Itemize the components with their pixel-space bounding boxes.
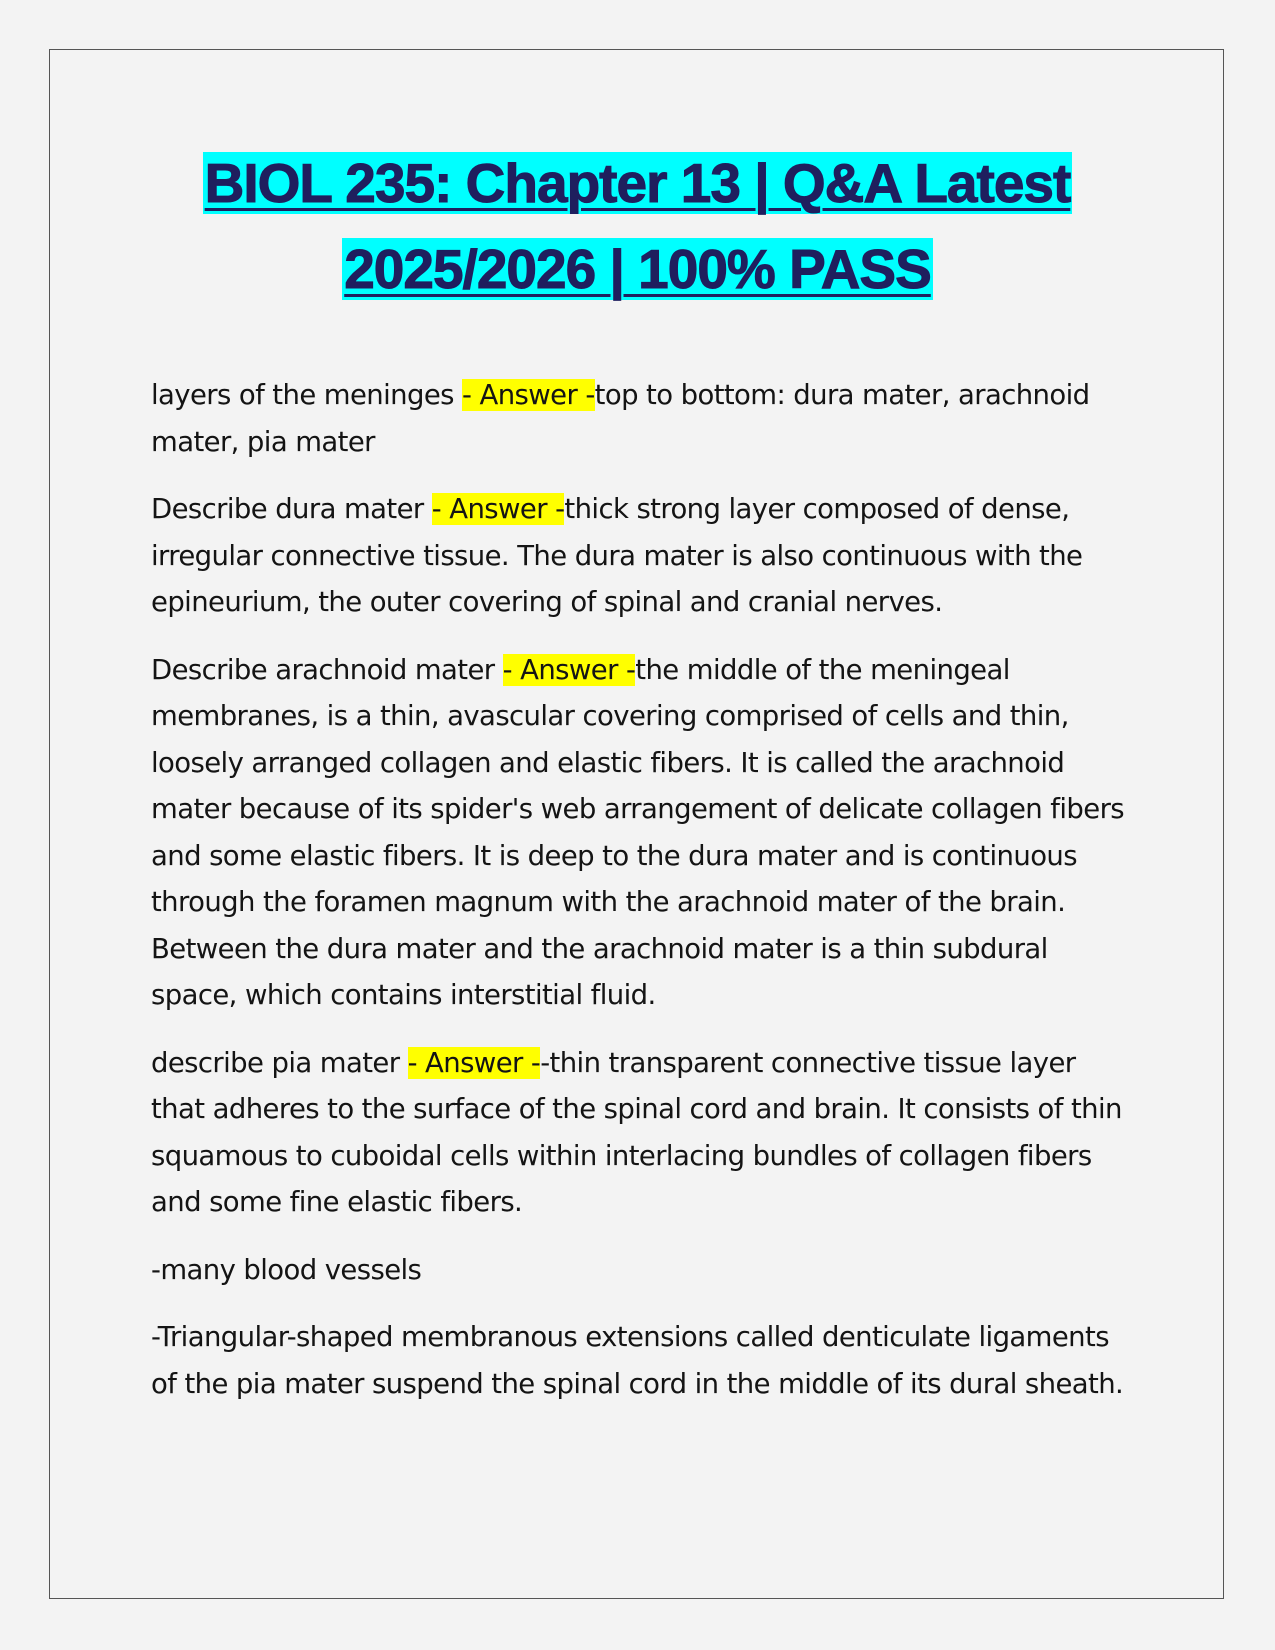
title-line-1: BIOL 235: Chapter 13 | Q&A Latest — [204, 152, 1071, 214]
extra-paragraph: -Triangular-shaped membranous extensions called denticulate ligaments of the pia mater suspend the spinal cord in the middle of its dural sheath. — [151, 1321, 1124, 1400]
extra-paragraph: -many blood vessels — [151, 1253, 422, 1286]
answer-marker: - Answer - — [431, 493, 565, 525]
answer-text: thick strong layer composed of dense, irregular connective tissue. The dura mater is also continuous with the epineurium, the outer covering of spinal and cranial nerves. — [151, 493, 1083, 618]
title-line-2: 2025/2026 | 100% PASS — [344, 238, 931, 300]
answer-marker: - Answer - — [502, 653, 636, 686]
document-title — [100, 140, 1175, 312]
question-text: Describe arachnoid mater — [151, 653, 503, 686]
qa-entry — [151, 486, 1131, 626]
answer-text: the middle of the meningeal membranes, is a thin, avascular covering comprised of cells and thin, loosely arranged collagen and elastic fibers. It is called the arachnoid mater because of its spider's web arrangement of delicate collagen fibers and some elastic fibers. It is deep to the dura mater and is continuous through the foramen magnum with the arachnoid mater of the brain. Between the dura mater and the arachnoid mater is a thin subdural space, which contains interstitial fluid. — [151, 653, 1125, 1011]
answer-text: -thin transparent connective tissue layer that adheres to the surface of the spinal cord and brain. It consists of thin squamous to cuboidal cells within interlacing bundles of collagen fibers and some fine elastic fibers. — [151, 1046, 1122, 1218]
answer-marker: - Answer - — [462, 379, 595, 411]
question-text: Describe dura mater — [151, 493, 432, 525]
answer-text: top to bottom: dura mater, arachnoid mater, pia mater — [151, 379, 1090, 458]
answer-marker: - Answer - — [407, 1046, 541, 1079]
question-text: describe pia mater — [151, 1046, 408, 1079]
question-text: layers of the meninges — [151, 379, 463, 411]
qa-content — [151, 372, 1131, 1428]
qa-entry — [151, 647, 1131, 1019]
qa-entry — [151, 1040, 1131, 1226]
qa-entry — [151, 372, 1131, 465]
